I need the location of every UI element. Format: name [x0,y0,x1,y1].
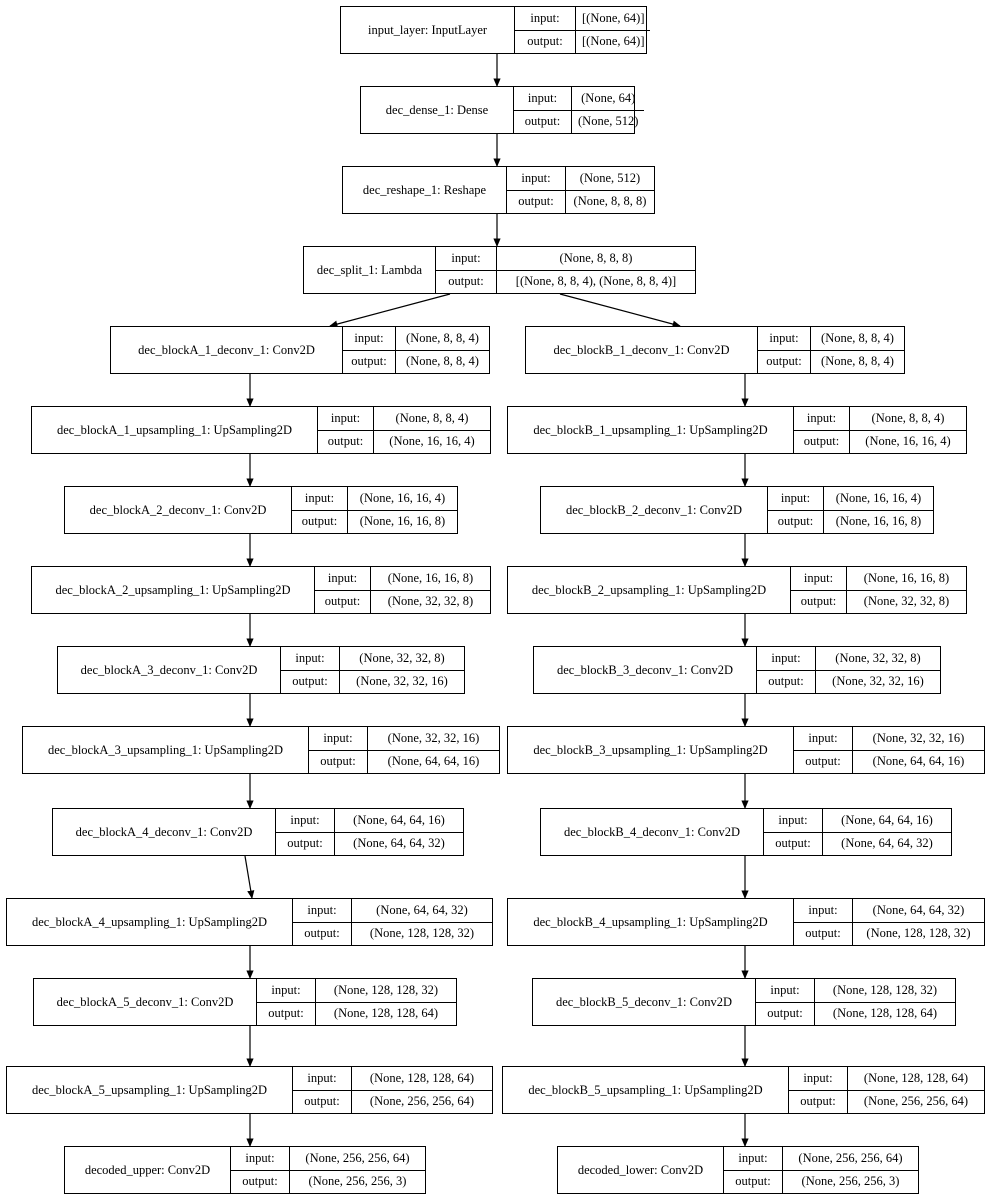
node-io-input-label: input: [323,730,353,745]
node-io-output-shape: (None, 256, 256, 64) [847,1091,984,1114]
node-io-table [291,487,457,533]
node-io-output-shape: (None, 128, 128, 64) [315,1003,456,1026]
node-label: dec_blockA_3_upsampling_1: UpSampling2D [47,742,284,757]
node-io-output-shape: (None, 64, 64, 16) [852,751,984,774]
node-io-input-shape: (None, 64, 64, 16) [334,809,463,832]
node-io-row-output [757,670,940,694]
node-io-row-output [293,922,492,946]
node-io-output-shape: (None, 256, 256, 64) [351,1091,492,1114]
node-io-row-input [768,487,933,510]
node-io-row-input [764,809,951,832]
node-io-row-output [768,510,933,534]
node-io-table [275,809,463,855]
node-io-row-input [794,407,966,430]
node-io-table [514,7,650,53]
node-io-input-label: input: [803,1070,833,1085]
node-io-input-shape: (None, 128, 128, 32) [315,979,456,1002]
node-io-input-label: input: [738,1150,768,1165]
node-io-row-output [276,832,463,856]
node-io-row-input [724,1147,918,1170]
graph-node[interactable] [303,246,696,294]
node-label: dec_blockB_4_upsampling_1: UpSampling2D [533,914,768,929]
node-io-input-shape: (None, 512) [565,167,654,190]
node-io-output-shape: (None, 16, 16, 4) [373,431,490,454]
node-io-row-output [281,670,464,694]
node-io-row-output [293,1090,492,1114]
graph-node[interactable] [6,898,493,946]
node-label: dec_blockB_5_upsampling_1: UpSampling2D [528,1082,763,1097]
node-io-table [790,567,966,613]
node-label: dec_split_1: Lambda [316,262,423,277]
node-io-row-input [293,1067,492,1090]
node-io-output-label: output: [268,1006,304,1021]
node-io-row-input [515,7,650,30]
node-io-output-shape: (None, 64, 64, 32) [334,833,463,856]
graph-node[interactable] [532,978,956,1026]
node-io-input-label: input: [778,812,808,827]
node-io-row-output [318,430,490,454]
node-io-output-label: output: [803,434,840,449]
node-label: dec_dense_1: Dense [385,102,489,117]
node-io-row-output [315,590,490,614]
node-io-table [314,567,490,613]
node-io-input-label: input: [803,570,834,585]
node-io-row-output [791,590,966,614]
node-io-input-label: input: [307,902,337,917]
node-io-table [292,899,492,945]
node-io-output-shape: (None, 32, 32, 16) [339,671,464,694]
node-io-output-shape: [(None, 8, 8, 4), (None, 8, 8, 4)] [496,271,695,294]
node-io-input-shape: (None, 8, 8, 4) [849,407,966,430]
node-io-input-shape: (None, 8, 8, 4) [373,407,490,430]
node-io-input-label: input: [771,650,801,665]
node-io-output-label: output: [304,1094,340,1109]
node-io-input-shape: (None, 16, 16, 8) [846,567,966,590]
node-io-output-label: output: [775,836,811,851]
node-io-table [513,87,644,133]
node-io-table [308,727,499,773]
node-label: dec_blockB_3_upsampling_1: UpSampling2D [533,742,768,757]
node-io-row-output [756,1002,955,1026]
node-label: dec_blockB_3_deconv_1: Conv2D [556,662,733,677]
graph-node[interactable] [6,1066,493,1114]
node-io-row-output [515,30,650,54]
node-label: dec_blockB_2_deconv_1: Conv2D [565,502,742,517]
node-io-output-shape: (None, 16, 16, 8) [347,511,457,534]
node-io-row-output [436,270,695,294]
graph-node[interactable] [342,166,655,214]
node-io-row-input [436,247,695,270]
node-io-input-label: input: [304,490,335,505]
graph-node[interactable] [533,646,941,694]
node-io-output-label: output: [292,674,328,689]
node-io-row-input [293,899,492,922]
node-io-input-label: input: [806,410,837,425]
node-label: dec_blockA_1_upsampling_1: UpSampling2D [56,422,293,437]
node-label: decoded_upper: Conv2D [84,1162,211,1177]
node-io-row-input [794,899,984,922]
graph-node[interactable] [22,726,500,774]
node-io-row-input [514,87,644,110]
node-io-input-label: input: [451,250,481,265]
node-io-table [292,1067,492,1113]
node-io-input-label: input: [527,90,558,105]
node-label: input_layer: InputLayer [367,22,488,37]
node-io-output-label: output: [805,754,841,769]
node-io-output-shape: (None, 8, 8, 8) [565,191,654,214]
node-label: dec_blockB_5_deconv_1: Conv2D [555,994,732,1009]
node-io-output-shape: (None, 32, 32, 16) [815,671,940,694]
edge-arrow [330,294,450,326]
node-io-output-shape: (None, 128, 128, 32) [351,923,492,946]
node-io-table [723,1147,918,1193]
node-io-input-label: input: [780,490,811,505]
node-io-output-label: output: [448,274,484,289]
node-io-table [756,647,940,693]
node-label: dec_blockA_2_deconv_1: Conv2D [89,502,267,517]
graph-node[interactable] [540,486,934,534]
node-io-input-label: input: [354,330,384,345]
node-io-output-label: output: [766,354,802,369]
node-io-output-label: output: [324,594,361,609]
node-io-input-label: input: [290,812,320,827]
node-io-output-label: output: [777,514,814,529]
node-io-output-shape: (None, 16, 16, 8) [823,511,933,534]
node-io-input-shape: (None, 64, 64, 16) [822,809,951,832]
node-io-output-shape: (None, 32, 32, 8) [846,591,966,614]
graph-node[interactable] [110,326,490,374]
graph-node[interactable] [507,898,985,946]
node-io-output-shape: (None, 32, 32, 8) [370,591,490,614]
node-io-input-shape: (None, 8, 8, 4) [810,327,904,350]
node-label: dec_blockA_3_deconv_1: Conv2D [80,662,258,677]
node-io-output-label: output: [800,1094,836,1109]
node-io-row-output [514,110,644,134]
node-io-row-input [756,979,955,1002]
node-io-output-label: output: [351,354,387,369]
node-io-row-input [757,647,940,670]
edge-arrow [245,856,252,898]
node-io-row-input [257,979,456,1002]
node-io-output-label: output: [800,594,837,609]
node-label: dec_blockA_2_upsampling_1: UpSampling2D [55,582,291,597]
node-io-input-shape: (None, 128, 128, 64) [351,1067,492,1090]
node-io-row-input [789,1067,984,1090]
graph-node[interactable] [52,808,464,856]
graph-node[interactable] [540,808,952,856]
node-label: dec_blockB_4_deconv_1: Conv2D [563,824,740,839]
graph-node[interactable] [57,646,465,694]
node-io-row-input [309,727,499,750]
node-io-table [757,327,904,373]
node-io-output-label: output: [524,114,561,129]
graph-node[interactable] [340,6,647,54]
node-io-row-output [507,190,654,214]
node-io-table [506,167,654,213]
node-io-table [793,899,984,945]
node-label: decoded_lower: Conv2D [577,1162,704,1177]
node-io-row-output [789,1090,984,1114]
graph-node[interactable] [507,566,967,614]
graph-node[interactable] [557,1146,919,1194]
node-io-row-input [794,727,984,750]
node-io-row-input [318,407,490,430]
node-label: dec_blockA_5_deconv_1: Conv2D [56,994,234,1009]
node-io-table [342,327,489,373]
node-label: dec_blockA_5_upsampling_1: UpSampling2D [31,1082,268,1097]
node-io-output-label: output: [527,34,563,49]
node-io-output-shape: (None, 16, 16, 4) [849,431,966,454]
node-io-table [767,487,933,533]
node-io-row-input [343,327,489,350]
node-io-row-output [257,1002,456,1026]
node-io-input-label: input: [769,330,799,345]
node-label: dec_reshape_1: Reshape [362,182,487,197]
node-io-row-input [276,809,463,832]
graph-node[interactable] [507,406,967,454]
node-io-input-label: input: [808,730,838,745]
node-io-output-label: output: [320,754,356,769]
node-io-row-input [758,327,904,350]
node-io-output-shape: (None, 128, 128, 64) [814,1003,955,1026]
node-io-output-label: output: [242,1174,278,1189]
node-io-output-shape: (None, 64, 64, 32) [822,833,951,856]
node-io-input-label: input: [307,1070,337,1085]
node-io-input-shape: (None, 32, 32, 16) [367,727,499,750]
node-io-input-label: input: [271,982,301,997]
graph-node[interactable] [360,86,639,134]
node-io-input-shape: (None, 16, 16, 4) [347,487,457,510]
node-io-table [256,979,456,1025]
node-io-row-output [794,922,984,946]
node-io-output-label: output: [301,514,338,529]
graph-node[interactable] [64,486,458,534]
node-io-row-input [231,1147,425,1170]
node-io-input-shape: (None, 256, 256, 64) [289,1147,425,1170]
node-io-input-shape: (None, 8, 8, 4) [395,327,489,350]
graph-node[interactable] [507,726,985,774]
graph-node[interactable] [502,1066,985,1114]
node-io-input-shape: (None, 16, 16, 8) [370,567,490,590]
node-io-output-label: output: [287,836,323,851]
node-io-input-shape: [(None, 64)] [575,7,650,30]
node-io-table [793,727,984,773]
node-io-input-shape: (None, 8, 8, 8) [496,247,695,270]
node-io-output-shape: (None, 256, 256, 3) [782,1171,918,1194]
node-io-input-label: input: [330,410,361,425]
node-io-table [788,1067,984,1113]
node-io-row-output [758,350,904,374]
graph-node[interactable] [525,326,905,374]
node-label: dec_blockA_1_deconv_1: Conv2D [138,342,315,357]
graph-node[interactable] [31,566,491,614]
node-io-output-shape: (None, 8, 8, 4) [810,351,904,374]
node-io-input-label: input: [808,902,838,917]
node-io-row-output [292,510,457,534]
node-io-input-label: input: [530,10,560,25]
node-io-output-shape: (None, 8, 8, 4) [395,351,489,374]
node-io-table [317,407,490,453]
node-io-input-shape: (None, 128, 128, 64) [847,1067,984,1090]
node-io-input-shape: (None, 16, 16, 4) [823,487,933,510]
node-io-row-output [343,350,489,374]
node-io-table [435,247,695,293]
graph-node[interactable] [31,406,491,454]
graph-node[interactable] [64,1146,426,1194]
node-io-row-output [724,1170,918,1194]
node-io-input-shape: (None, 64, 64, 32) [351,899,492,922]
edge-arrow [560,294,680,326]
node-io-table [280,647,464,693]
node-io-output-label: output: [327,434,364,449]
node-io-input-label: input: [245,1150,275,1165]
node-io-input-shape: (None, 32, 32, 8) [339,647,464,670]
node-io-row-output [764,832,951,856]
node-io-row-input [315,567,490,590]
node-io-output-shape: (None, 128, 128, 32) [852,923,984,946]
node-io-input-label: input: [521,170,551,185]
node-io-input-shape: (None, 64) [571,87,644,110]
node-io-output-shape: (None, 64, 64, 16) [367,751,499,774]
node-io-input-shape: (None, 256, 256, 64) [782,1147,918,1170]
node-label: dec_blockA_4_upsampling_1: UpSampling2D [31,914,268,929]
node-io-table [793,407,966,453]
node-io-output-label: output: [805,926,841,941]
node-io-output-shape: [(None, 64)] [575,31,650,54]
node-io-input-label: input: [327,570,358,585]
node-label: dec_blockB_1_upsampling_1: UpSampling2D [533,422,768,437]
node-io-row-output [794,430,966,454]
node-io-output-label: output: [735,1174,771,1189]
graph-node[interactable] [33,978,457,1026]
node-io-input-shape: (None, 128, 128, 32) [814,979,955,1002]
node-io-input-label: input: [770,982,800,997]
node-io-input-shape: (None, 32, 32, 16) [852,727,984,750]
node-label: dec_blockA_4_deconv_1: Conv2D [75,824,253,839]
node-io-row-output [309,750,499,774]
node-io-table [763,809,951,855]
node-io-input-label: input: [295,650,325,665]
node-label: dec_blockB_2_upsampling_1: UpSampling2D [531,582,767,597]
node-io-table [755,979,955,1025]
node-io-table [230,1147,425,1193]
node-io-output-label: output: [304,926,340,941]
node-io-row-input [507,167,654,190]
node-io-row-output [794,750,984,774]
node-io-row-input [791,567,966,590]
node-io-output-shape: (None, 512) [571,111,644,134]
node-io-row-input [292,487,457,510]
node-io-output-label: output: [518,194,554,209]
node-io-input-shape: (None, 32, 32, 8) [815,647,940,670]
node-io-row-output [231,1170,425,1194]
node-label: dec_blockB_1_deconv_1: Conv2D [553,342,730,357]
node-io-output-shape: (None, 256, 256, 3) [289,1171,425,1194]
node-io-output-label: output: [768,674,804,689]
node-io-input-shape: (None, 64, 64, 32) [852,899,984,922]
node-io-row-input [281,647,464,670]
node-io-output-label: output: [767,1006,803,1021]
